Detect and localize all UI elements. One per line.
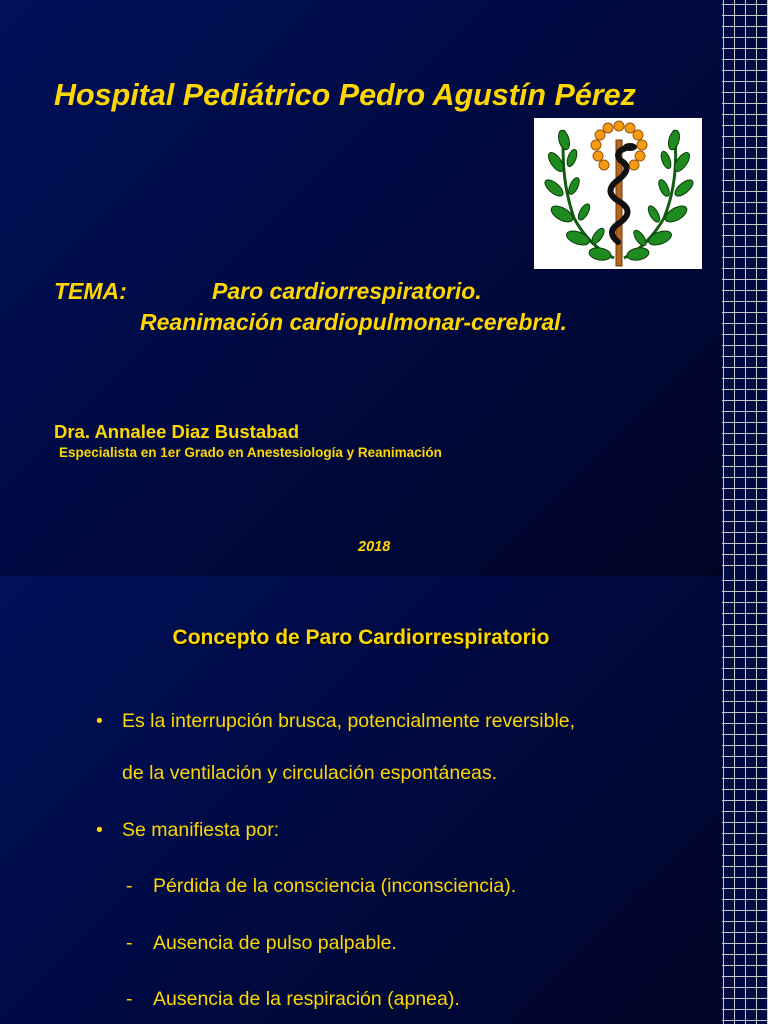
topic-label: TEMA: xyxy=(54,278,127,304)
bullet-continuation: de la ventilación y circulación espontáneas. xyxy=(122,762,498,784)
author-role: Especialista en 1er Grado en Anestesiología y Reanimación xyxy=(59,445,442,460)
sub-item-text: Ausencia de pulso palpable. xyxy=(153,932,397,954)
dash-glyph: - xyxy=(126,988,133,1010)
sub-item xyxy=(126,875,516,898)
grid-decoration xyxy=(722,0,768,576)
bullet-item xyxy=(96,710,575,733)
bullet-text: Es la interrupción brusca, potencialmente reversible, xyxy=(122,710,576,732)
topic-line-1: Paro cardiorrespiratorio. xyxy=(212,278,482,304)
sub-item-text: Ausencia de la respiración (apnea). xyxy=(153,988,460,1010)
topic-line-2: Reanimación cardiopulmonar-cerebral. xyxy=(140,309,567,335)
sub-item-text: Pérdida de la consciencia (inconsciencia). xyxy=(153,875,517,897)
bullet-text: Se manifiesta por: xyxy=(122,819,280,841)
caduceus-laurel-icon xyxy=(534,118,702,269)
sub-item xyxy=(126,932,397,955)
hospital-title: Hospital Pediátrico Pedro Agustín Pérez xyxy=(54,78,636,112)
grid-decoration xyxy=(722,576,768,1024)
concept-slide xyxy=(0,576,768,1024)
bullet-glyph: • xyxy=(96,710,103,732)
dash-glyph: - xyxy=(126,875,133,897)
dash-glyph: - xyxy=(126,932,133,954)
year-label: 2018 xyxy=(358,539,391,555)
topic-block xyxy=(54,276,567,338)
bullet-item xyxy=(96,819,279,842)
bullet-glyph: • xyxy=(96,819,103,841)
author-name: Dra. Annalee Diaz Bustabad xyxy=(54,421,300,442)
slide-title: Concepto de Paro Cardiorrespiratorio xyxy=(172,626,550,649)
sub-item xyxy=(126,988,460,1011)
